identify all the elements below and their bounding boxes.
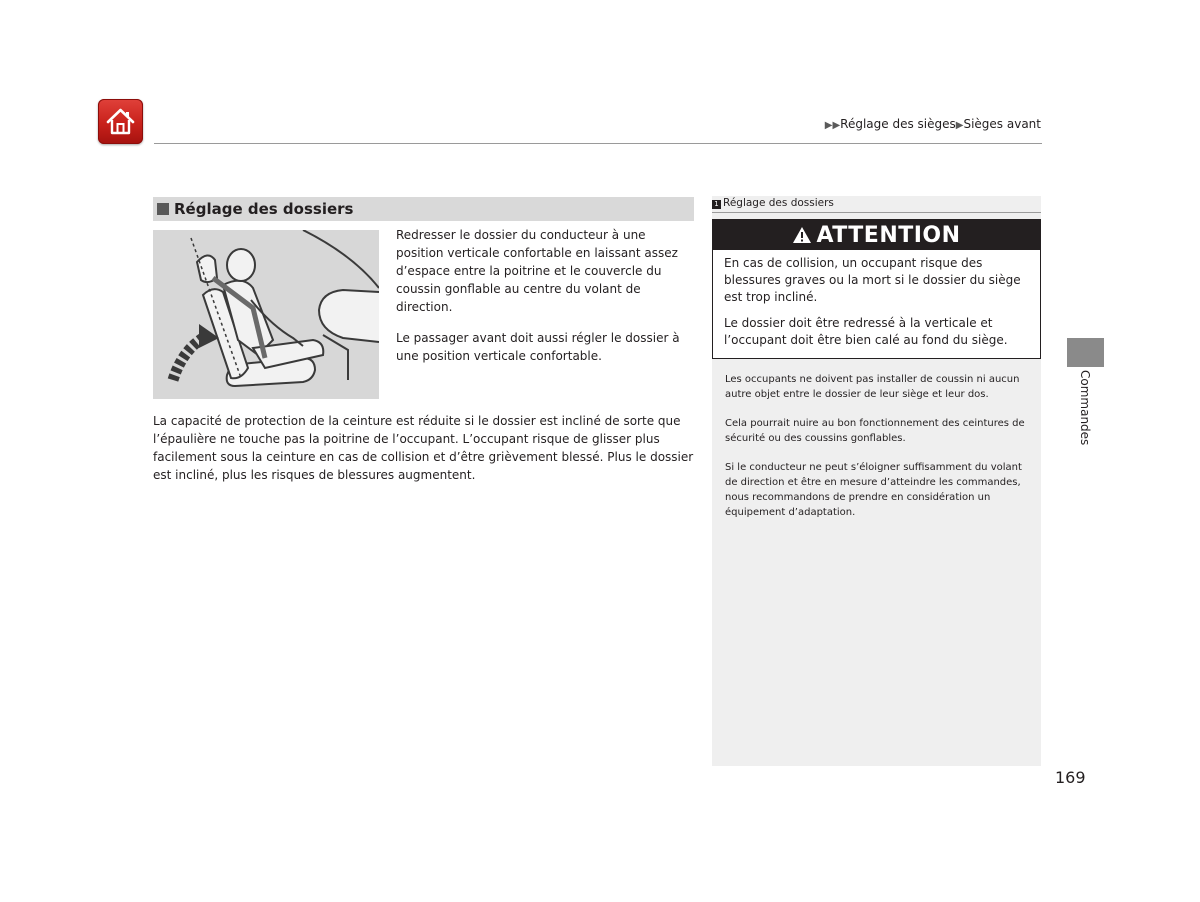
chapter-tab[interactable]	[1067, 338, 1104, 367]
warning-text	[713, 250, 1040, 349]
section-title: Réglage des dossiers	[174, 200, 354, 218]
sidebar-reference-label: Réglage des dossiers	[723, 197, 834, 209]
warning-line: Le dossier doit être redressé à la verticale et l’occupant doit être bien calé au fond du siège.	[724, 316, 1008, 347]
section-heading	[153, 197, 694, 221]
warning-triangle-icon	[792, 226, 812, 244]
breadcrumb-arrow-icon: ▶	[955, 120, 964, 131]
chapter-tab-label[interactable]: Commandes	[1078, 370, 1092, 446]
warning-line: En cas de collision, un occupant risque des blessures graves ou la mort si le dossier du siège est trop incliné.	[724, 256, 1021, 304]
note-item: Cela pourrait nuire au bon fonctionnement des ceintures de sécurité ou des coussins gonflables.	[725, 418, 1025, 444]
section-marker-icon	[157, 203, 169, 215]
reference-mark-icon: 1	[712, 200, 721, 209]
sidebar-reference-title	[712, 196, 1041, 213]
note-item: Si le conducteur ne peut s’éloigner suffisamment du volant de direction et être en mesure d’atteindre les commandes, nous recommandons de prendre en considération un équipement d’adaptation.	[725, 462, 1022, 518]
seat-adjustment-illustration	[153, 230, 379, 399]
note-item: Les occupants ne doivent pas installer de coussin ni aucun autre objet entre le dossier de leur siège et leur dos.	[725, 374, 1020, 400]
breadcrumb-arrow-icon: ▶▶	[824, 120, 841, 131]
warning-label: ATTENTION	[816, 222, 961, 248]
warning-header	[713, 220, 1040, 250]
breadcrumb-item-seat-adjustment[interactable]: Réglage des sièges	[840, 117, 956, 131]
page-number: 169	[1055, 768, 1086, 787]
intro-text	[396, 226, 696, 378]
sidebar-notes-panel	[712, 196, 1041, 766]
breadcrumb-item-front-seats[interactable]: Sièges avant	[963, 117, 1041, 131]
intro-paragraph: Le passager avant doit aussi régler le dossier à une position verticale confortable.	[396, 331, 680, 363]
intro-paragraph: Redresser le dossier du conducteur à une position verticale confortable en laissant assez d’espace entre la poitrine et le couvercle du coussin gonflable au centre du volant de direction.	[396, 228, 678, 314]
notes-list	[725, 372, 1035, 534]
home-icon	[104, 105, 137, 138]
warning-box	[712, 219, 1041, 359]
header-divider	[154, 143, 1042, 144]
breadcrumb	[825, 117, 1041, 131]
home-button[interactable]	[98, 99, 143, 144]
body-paragraph: La capacité de protection de la ceinture est réduite si le dossier est incliné de sorte que l’épaulière ne touche pas la poitrine de l’occupant. L’occupant risque de glisser plus facilement sous la ceinture en cas de collision et d’être grièvement blessé. Plus le dossier est incliné, plus les risques de blessures augmentent.	[153, 414, 694, 482]
